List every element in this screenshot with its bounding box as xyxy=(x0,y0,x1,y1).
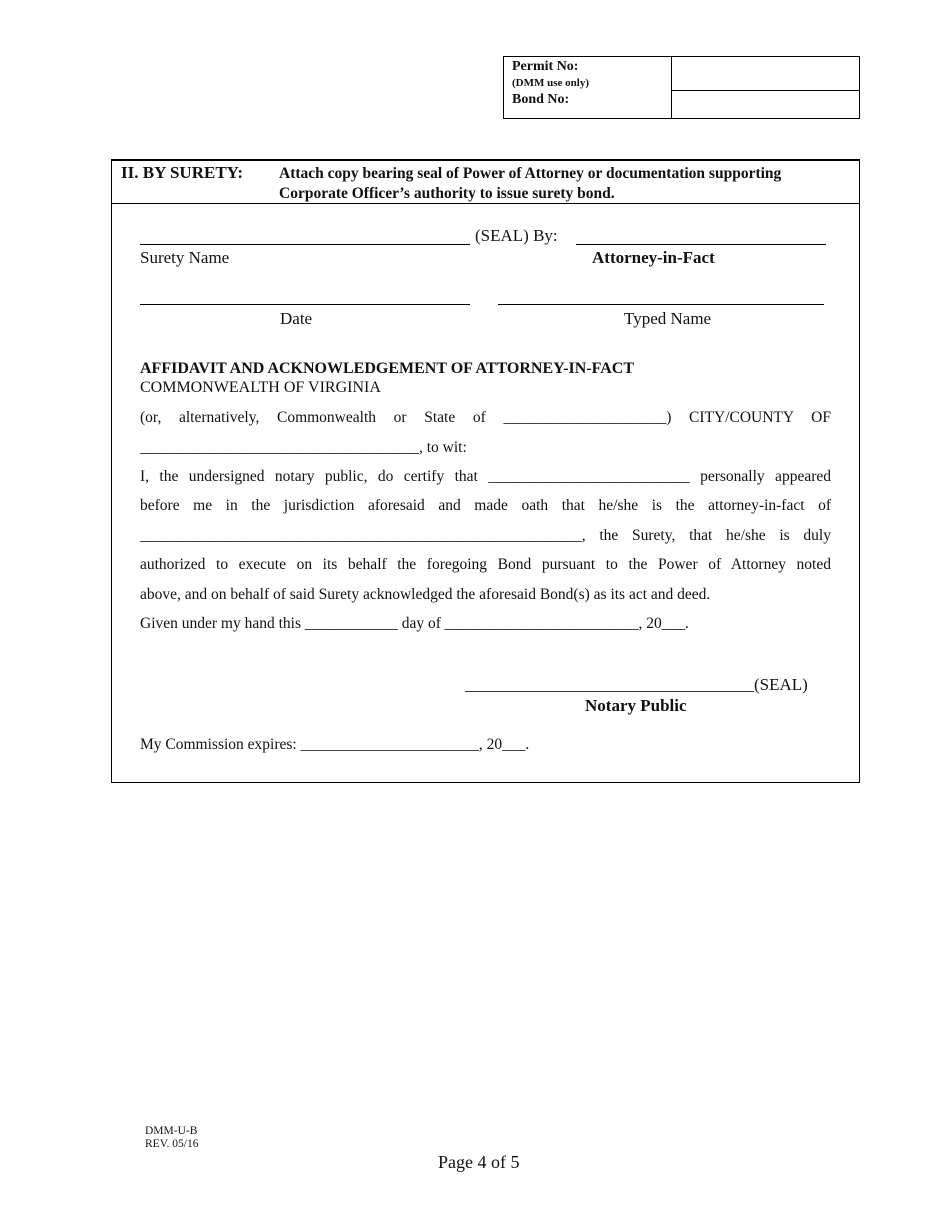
form-code: DMM-U-B xyxy=(145,1125,198,1137)
permit-no-field[interactable] xyxy=(673,58,858,88)
instruction-line-1: Attach copy bearing seal of Power of Attorney or documentation supporting xyxy=(279,165,782,182)
notary-signature-line: __________________________________(SEAL) xyxy=(465,675,808,694)
seal-by-label: (SEAL) By: xyxy=(475,226,558,245)
affidavit-line-2: ____________________________________, to wit: xyxy=(140,439,467,456)
page-number: Page 4 of 5 xyxy=(438,1152,520,1172)
typed-name-label: Typed Name xyxy=(624,309,712,328)
affidavit-line-1: (or, alternatively, Commonwealth or State of _____________________) CITY/COUNTY OF xyxy=(140,409,831,426)
affidavit-line-7: above, and on behalf of said Surety acknowledged the aforesaid Bond(s) as its act and deed. xyxy=(140,586,711,603)
surety-name-label: Surety Name xyxy=(140,248,230,267)
given-under-hand-line: Given under my hand this ____________ day of _________________________, 20___. xyxy=(140,615,689,632)
affidavit-line-5: _________________________________________________________, the Surety, that he/she is duly xyxy=(140,527,831,544)
bond-no-label: Bond No: xyxy=(512,92,570,107)
bond-no-field[interactable] xyxy=(673,92,858,117)
commonwealth-label: COMMONWEALTH OF VIRGINIA xyxy=(140,379,381,396)
permit-no-label: Permit No: xyxy=(512,59,579,74)
typed-name-line[interactable] xyxy=(498,304,824,305)
affidavit-line-6: authorized to execute on its behalf the foregoing Bond pursuant to the Power of Attorney noted xyxy=(140,556,831,573)
instruction-line-2: Corporate Officer’s authority to issue surety bond. xyxy=(279,185,615,202)
table-divider xyxy=(671,57,672,118)
affidavit-line-4: before me in the jurisdiction aforesaid and made oath that he/she is the attorney-in-fact of xyxy=(140,497,831,514)
attorney-signature-line[interactable] xyxy=(576,244,826,245)
dmm-use-only-note: (DMM use only) xyxy=(512,77,589,89)
affidavit-heading: AFFIDAVIT AND ACKNOWLEDGEMENT OF ATTORNEY-IN-FACT xyxy=(140,360,634,377)
table-divider xyxy=(671,90,859,91)
attorney-in-fact-label: Attorney-in-Fact xyxy=(592,248,715,267)
surety-name-line[interactable] xyxy=(140,244,470,245)
commission-expires-line: My Commission expires: _______________________, 20___. xyxy=(140,736,530,753)
section-title: II. BY SURETY: xyxy=(121,163,244,182)
date-line[interactable] xyxy=(140,304,470,305)
affidavit-line-3: I, the undersigned notary public, do certify that __________________________ personally appeared xyxy=(140,468,831,485)
form-revision: REV. 05/16 xyxy=(145,1138,199,1150)
permit-bond-table xyxy=(503,56,860,119)
date-label: Date xyxy=(280,309,313,328)
notary-public-label: Notary Public xyxy=(585,696,687,715)
